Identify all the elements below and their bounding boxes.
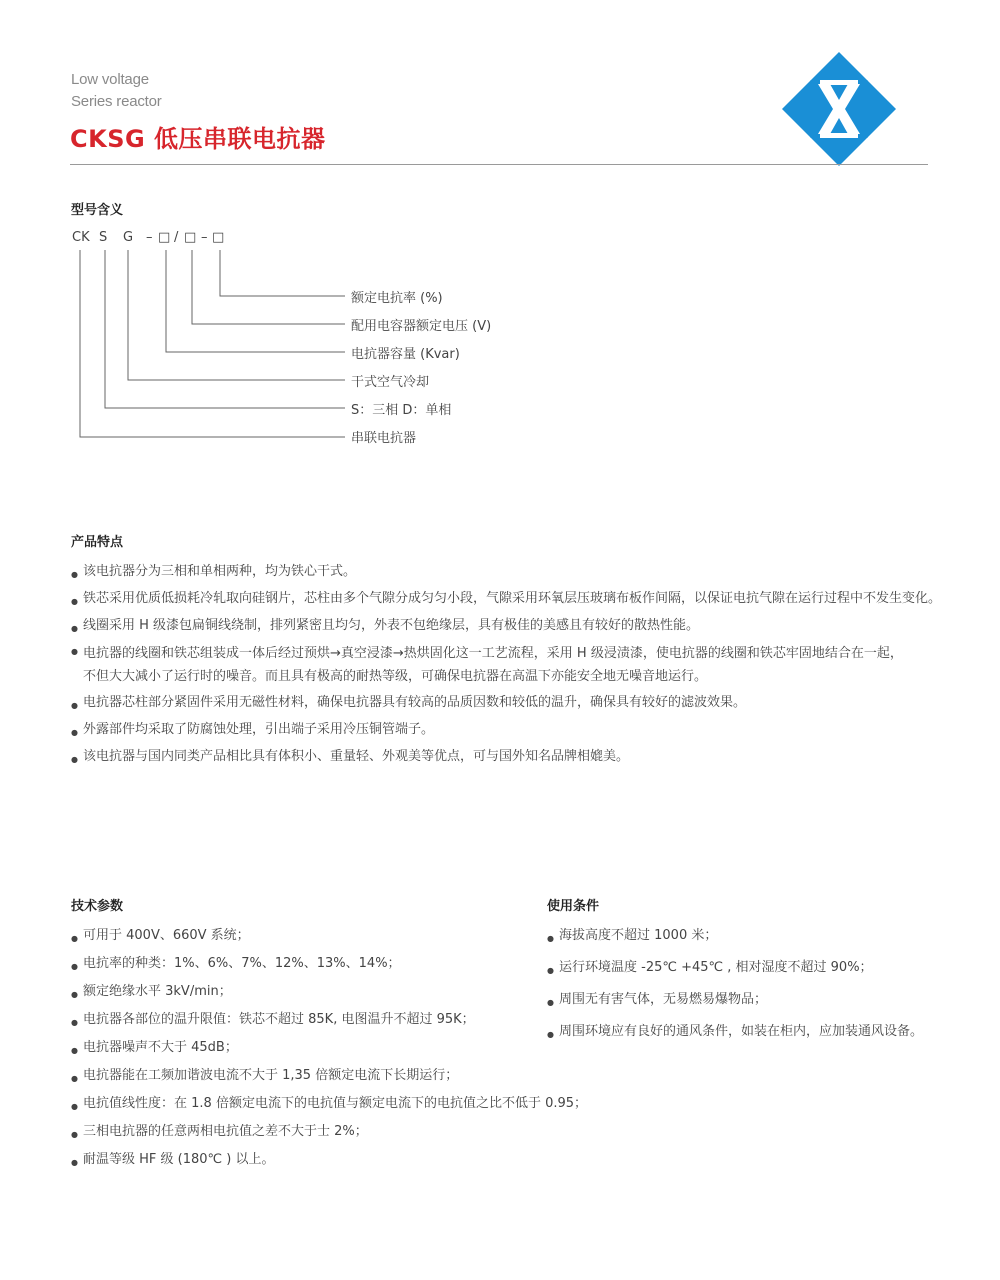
usage-conditions-list	[547, 927, 947, 1055]
list-item: ● 可用于 400V、660V 系统；	[71, 927, 631, 955]
list-item: ● 电抗器芯柱部分紧固件采用无磁性材料，确保电抗器具有较高的品质因数和较低的温升，确保具有较好的滤波效果。	[71, 694, 931, 721]
legend-capacitor-voltage: 配用电容器额定电压 (V)	[351, 319, 492, 334]
code-box-1: □	[158, 230, 171, 245]
list-item: ● 周围环境应有良好的通风条件，如装在柜内，应加装通风设备。	[547, 1023, 947, 1055]
tech-params-heading: 技术参数	[71, 899, 124, 914]
features-heading: 产品特点	[71, 535, 124, 550]
legend-series-reactor: 串联电抗器	[351, 431, 417, 446]
page-title: CKSG 低压串联电抗器	[70, 125, 326, 153]
list-item: ● 线圈采用 H 级漆包扁铜线绕制，排列紧密且均匀，外表不包绝缘层，具有极佳的美感且有较好的散热性能。	[71, 617, 931, 644]
list-item: ● 三相电抗器的任意两相电抗值之差不大于士 2%；	[71, 1123, 631, 1151]
legend-reactance-rate: 额定电抗率 (%)	[351, 291, 443, 306]
list-item: ● 额定绝缘水平 3kV/min；	[71, 983, 631, 1011]
list-item: ● 电抗器噪声不大于 45dB；	[71, 1039, 631, 1067]
list-item: ● 外露部件均采取了防腐蚀处理，引出端子采用冷压铜管端子。	[71, 721, 931, 748]
legend-phase: S：三相 D：单相	[351, 403, 452, 418]
list-item: ● 电抗率的种类：1%、6%、7%、12%、13%、14%；	[71, 955, 631, 983]
usage-conditions-heading: 使用条件	[547, 899, 600, 914]
code-g: G	[123, 230, 134, 245]
code-s: S	[99, 230, 108, 245]
list-item: ● 铁芯采用优质低损耗冷轧取向硅钢片，芯柱由多个气隙分成匀匀小段，气隙采用环氧层压玻璃布板作间隔，以保证电抗气隙在运行过程中不发生变化。	[71, 590, 931, 617]
legend-dry-air-cooling: 干式空气冷却	[351, 375, 430, 390]
list-item: ● 电抗值线性度：在 1.8 倍额定电流下的电抗值与额定电流下的电抗值之比不低于 0.95；	[71, 1095, 631, 1123]
code-dash-2: –	[201, 230, 208, 245]
code-box-2: □	[184, 230, 197, 245]
legend-capacity: 电抗器容量 (Kvar)	[351, 347, 460, 362]
features-list	[71, 563, 942, 775]
company-logo-icon	[780, 50, 898, 168]
code-dash-1: –	[146, 230, 153, 245]
english-title-line-1: Low voltage	[71, 71, 149, 88]
english-title-line-2: Series reactor	[71, 93, 162, 110]
code-slash: /	[174, 230, 179, 245]
list-item: ● 周围无有害气体，无易燃易爆物品；	[547, 991, 947, 1023]
list-item: ● 耐温等级 HF 级 (180℃ ) 以上。	[71, 1151, 631, 1179]
list-item: ● 该电抗器分为三相和单相两种，均为铁心干式。	[71, 563, 931, 590]
list-item: ● 电抗器各部位的温升限值：铁芯不超过 85K, 电图温升不超过 95K；	[71, 1011, 631, 1039]
list-item: ● 该电抗器与国内同类产品相比具有体积小、重量轻、外观美等优点，可与国外知名品牌相媲美。	[71, 748, 931, 775]
list-item: ● 海拔高度不超过 1000 米；	[547, 927, 947, 959]
header-divider	[70, 164, 928, 165]
list-item: ● 电抗器能在工频加谐波电流不大于 1,35 倍额定电流下长期运行；	[71, 1067, 631, 1095]
code-ck: CK	[72, 230, 90, 245]
list-item: ● 电抗器的线圈和铁芯组装成一体后经过预烘→真空浸漆→热烘固化这一工艺流程，采用 H 级浸渍漆，使电抗器的线圈和铁芯牢固地结合在一起， 不但大大减小了运行时的噪音。而且具有极高的耐热等级，可确保电抗器在高温下亦能安全地无噪音地运行。	[71, 640, 931, 694]
code-box-3: □	[212, 230, 225, 245]
list-item: ● 运行环境温度 -25℃ +45℃ , 相对湿度不超过 90%；	[547, 959, 947, 991]
model-meaning-heading: 型号含义	[71, 203, 124, 218]
